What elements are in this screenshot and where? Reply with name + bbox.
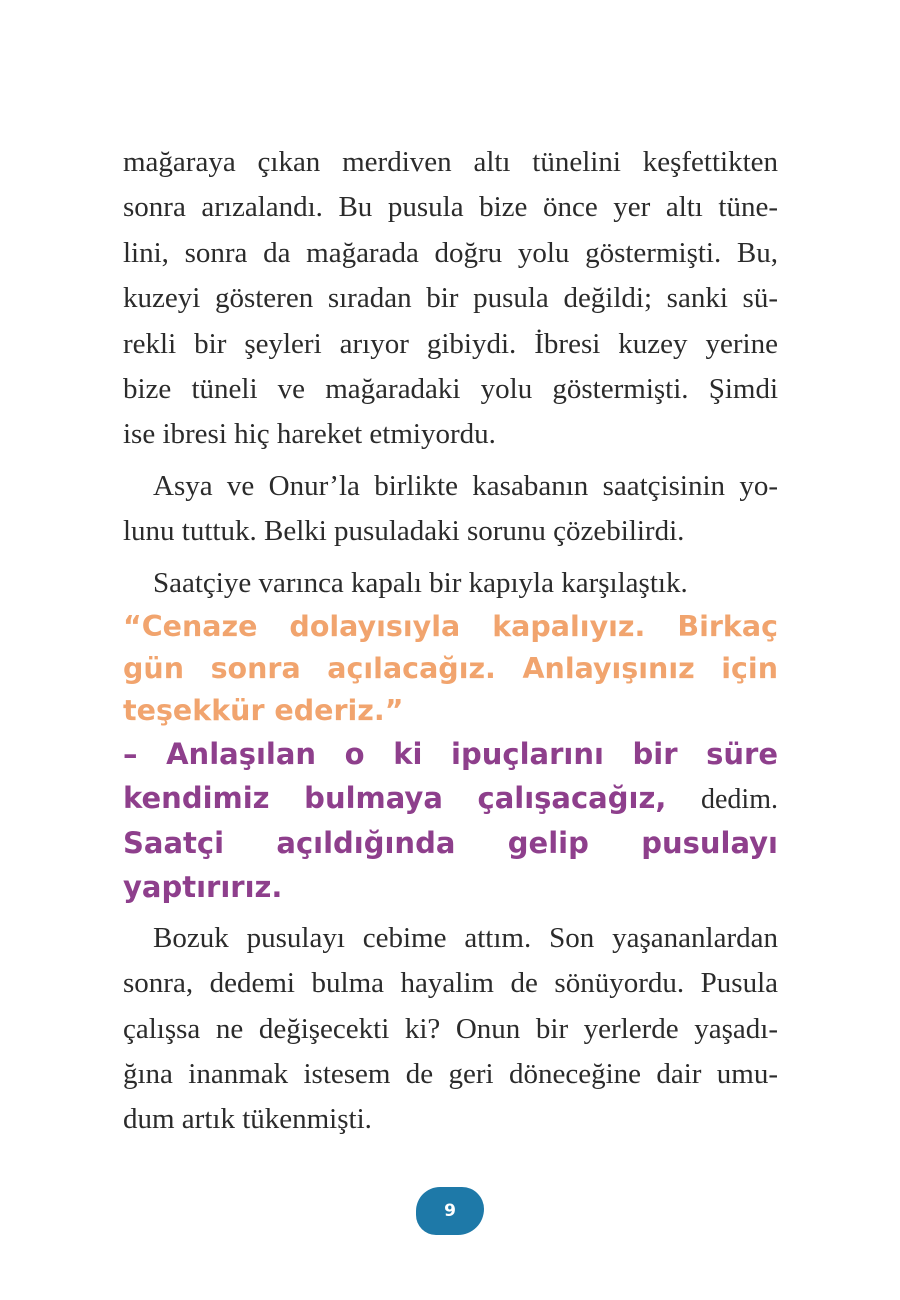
dialogue bbox=[123, 732, 778, 910]
text-line: Saatçiye varınca kapalı bir kapıyla karşılaştık. bbox=[153, 566, 688, 599]
text-line: bize tüneli ve mağaradaki yolu göstermişti. Şimdi bbox=[123, 372, 778, 405]
text-line: sonra arızalandı. Bu pusula bize önce yer altı tüne- bbox=[123, 191, 778, 224]
text-line: dum artık tükenmişti. bbox=[123, 1103, 372, 1136]
text-line: ise ibresi hiç hareket etmiyordu. bbox=[123, 418, 496, 451]
text-line: rekli bir şeyleri arıyor gibiydi. İbresi kuzey yerine bbox=[123, 327, 778, 360]
text-line: lunu tuttuk. Belki pusuladaki sorunu çözebilirdi. bbox=[123, 515, 685, 548]
text-line: lini, sonra da mağarada doğru yolu göstermişti. Bu, bbox=[123, 236, 778, 269]
paragraph-1 bbox=[123, 140, 778, 458]
paragraph-4 bbox=[123, 916, 778, 1143]
text-line: sonra, dedemi bulma hayalim de sönüyordu. Pusula bbox=[123, 967, 778, 1000]
dialogue-line: yaptırırız. bbox=[123, 870, 283, 905]
speech-tag: dedim. bbox=[701, 784, 778, 816]
paragraph-3 bbox=[123, 561, 778, 606]
dialogue-line: – Anlaşılan o ki ipuçlarını bir süre bbox=[123, 736, 778, 771]
quote-line: “Cenaze dolayısıyla kapalıyız. Birkaç bbox=[123, 609, 778, 643]
quote-line: gün sonra açılacağız. Anlayışınız için bbox=[123, 651, 778, 685]
dialogue-line bbox=[123, 776, 778, 821]
text-line: çalışsa ne değişecekti ki? Onun bir yerlerde yaşadı- bbox=[123, 1012, 778, 1045]
paragraph-2 bbox=[123, 464, 778, 555]
dialogue-text: kendimiz bulmaya çalışacağız, bbox=[123, 781, 667, 816]
text-line: Bozuk pusulayı cebime attım. Son yaşananlardan bbox=[153, 921, 778, 954]
text-line: mağaraya çıkan merdiven altı tünelini keşfettikten bbox=[123, 146, 778, 178]
text-line: kuzeyi gösteren sıradan bir pusula değildi; sanki sü- bbox=[123, 282, 778, 315]
page-number: 9 bbox=[444, 1201, 456, 1221]
dialogue-line: Saatçi açıldığında gelip pusulayı bbox=[123, 825, 778, 860]
page-number-badge bbox=[416, 1187, 484, 1235]
text-line: ğına inanmak istesem de geri döneceğine dair umu- bbox=[123, 1058, 778, 1091]
door-sign-quote bbox=[123, 606, 778, 732]
quote-line: teşekkür ederiz.” bbox=[123, 693, 404, 727]
text-line: Asya ve Onur’la birlikte kasabanın saatçisinin yo- bbox=[153, 469, 778, 502]
page-text bbox=[123, 140, 778, 1143]
